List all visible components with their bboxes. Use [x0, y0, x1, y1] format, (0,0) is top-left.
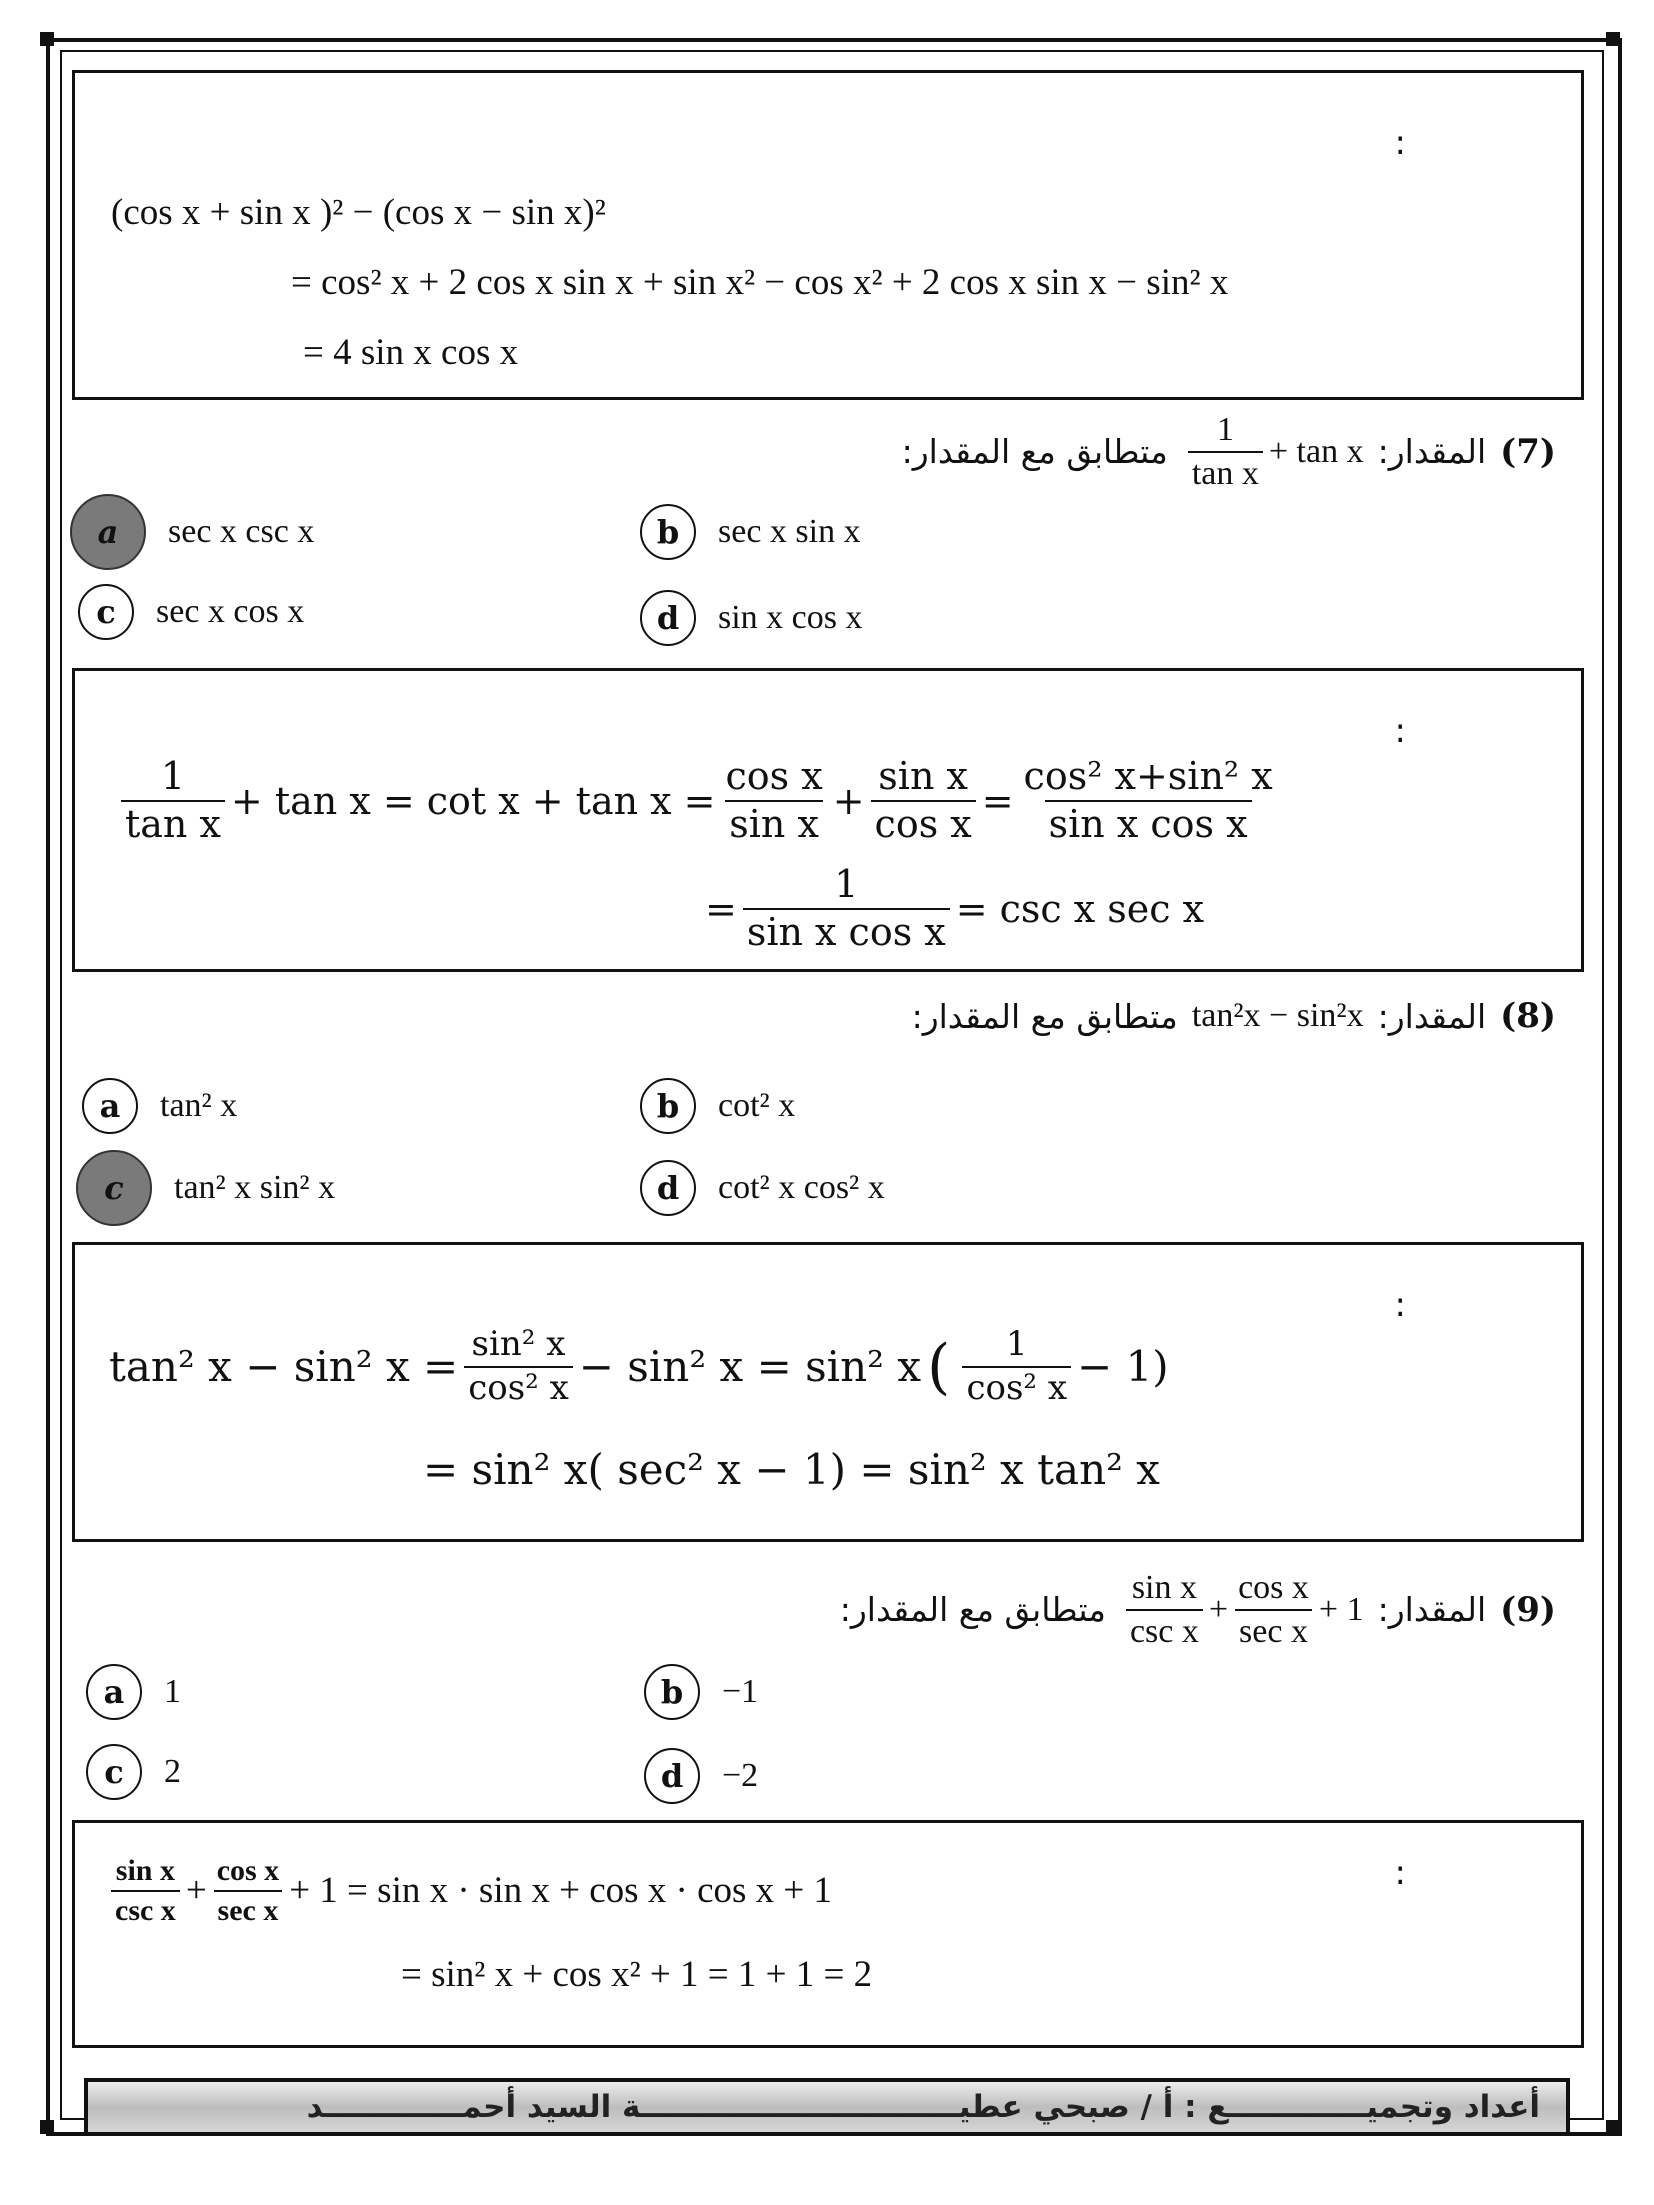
option-b[interactable]: [644, 1664, 758, 1720]
option-letter: c: [86, 1744, 142, 1800]
option-letter: b: [640, 1078, 696, 1134]
option-c[interactable]: [76, 1150, 335, 1226]
solution-colon: :: [1394, 1853, 1406, 1893]
option-text: tan² x sin² x: [174, 1169, 336, 1206]
option-d[interactable]: [640, 590, 863, 646]
option-letter: d: [644, 1748, 700, 1804]
question-prefix: المقدار:: [1377, 996, 1487, 1036]
question-prefix: المقدار:: [1377, 432, 1487, 472]
option-text: sec x csc x: [168, 513, 315, 550]
question-7: [902, 412, 1556, 491]
corner-ornament: [1606, 32, 1620, 46]
option-c[interactable]: [86, 1744, 181, 1800]
question-expression: tan²x − sin²x: [1191, 997, 1364, 1034]
option-letter: b: [640, 504, 696, 560]
option-letter: a: [86, 1664, 142, 1720]
solution-box-6: [72, 70, 1584, 400]
option-c[interactable]: [78, 584, 304, 640]
option-letter: d: [640, 1160, 696, 1216]
option-text: tan² x: [160, 1087, 238, 1124]
corner-ornament: [40, 2120, 54, 2134]
option-letter-selected: c: [76, 1150, 152, 1226]
footer-credit: [84, 2078, 1570, 2136]
solution-line: $\frac{1}{\text{tan x}}$ + tan x = cot x + tan x = $\frac{\text{cos x}}{\text{sin x}}$ + $\frac{\text{sin x}}{\text{cos x}}$ = $\frac{\text{cos² x+sin² x}}{\text{sin x cos x}}$: [115, 757, 1283, 845]
question-suffix: متطابق مع المقدار:: [901, 432, 1168, 472]
option-letter: c: [78, 584, 134, 640]
corner-ornament: [1606, 2120, 1620, 2134]
option-d[interactable]: [640, 1160, 885, 1216]
option-b[interactable]: [640, 504, 861, 560]
solution-line: tan² x − sin² x = $\frac{\text{sin² x}}{\text{cos² x}}$ − sin² x = sin² x ( $\frac{1}{\text{cos² x}}$ − 1): [109, 1324, 1169, 1408]
solution-colon: :: [1394, 123, 1406, 163]
fraction: $\frac{1}{\text{tan x}}$: [1188, 412, 1263, 491]
option-a[interactable]: [70, 494, 314, 570]
question-number: (9): [1500, 1589, 1556, 1630]
footer-text: أعداد وتجميـــــــــــــع : أ / صبحي عطيــــــــــــــــــــــــــــــة السيد أحمـــــــــــــد: [306, 2089, 1540, 2125]
corner-ornament: [40, 32, 54, 46]
option-text: 1: [164, 1673, 181, 1710]
option-text: sin x cos x: [718, 599, 863, 636]
option-text: 2: [164, 1753, 181, 1790]
question-prefix: المقدار:: [1377, 1590, 1487, 1630]
question-number: (7): [1500, 431, 1556, 472]
option-a[interactable]: [82, 1078, 237, 1134]
option-text: −2: [722, 1757, 759, 1794]
question-suffix: متطابق مع المقدار:: [911, 996, 1178, 1036]
option-text: −1: [722, 1673, 759, 1710]
question-suffix: متطابق مع المقدار:: [839, 1590, 1106, 1630]
solution-box-9: [72, 1820, 1584, 2048]
option-text: cot² x: [718, 1087, 796, 1124]
option-d[interactable]: [644, 1748, 758, 1804]
solution-colon: :: [1394, 1285, 1406, 1325]
solution-line: = 4 sin x cos x: [303, 332, 519, 373]
solution-line: (cos x + sin x )² − (cos x − sin x)²: [111, 192, 606, 233]
option-letter-selected: a: [70, 494, 146, 570]
option-text: sec x cos x: [156, 593, 305, 630]
solution-line: = cos² x + 2 cos x sin x + sin x² − cos x² + 2 cos x sin x − sin² x: [291, 262, 1229, 303]
solution-box-7: [72, 668, 1584, 972]
solution-colon: :: [1394, 711, 1406, 751]
question-number: (8): [1500, 996, 1556, 1036]
question-expression: $\frac{\text{sin x}}{\text{csc x}}$ + $\frac{\text{cos x}}{\text{sec x}}$ + 1: [1120, 1570, 1364, 1649]
option-letter: b: [644, 1664, 700, 1720]
question-9: [840, 1570, 1556, 1649]
solution-line: $\frac{\text{sin x}}{\text{csc x}}$ + $\frac{\text{cos x}}{\text{sec x}}$ + 1 = sin x · sin x + cos x · cos x + 1: [105, 1855, 832, 1926]
option-a[interactable]: [86, 1664, 181, 1720]
option-b[interactable]: [640, 1078, 795, 1134]
question-expression: $\frac{1}{\text{tan x}}$ + tan x: [1182, 412, 1364, 491]
solution-box-8: [72, 1242, 1584, 1542]
option-letter: d: [640, 590, 696, 646]
question-8: [912, 996, 1556, 1036]
option-letter: a: [82, 1078, 138, 1134]
solution-line: = sin² x( sec² x − 1) = sin² x tan² x: [423, 1445, 1160, 1494]
option-text: cot² x cos² x: [718, 1169, 885, 1206]
option-text: sec x sin x: [718, 513, 861, 550]
solution-line: = sin² x + cos x² + 1 = 1 + 1 = 2: [401, 1954, 873, 1995]
solution-line: = $\frac{1}{\text{sin x cos x}}$ = csc x sec x: [705, 862, 1205, 954]
